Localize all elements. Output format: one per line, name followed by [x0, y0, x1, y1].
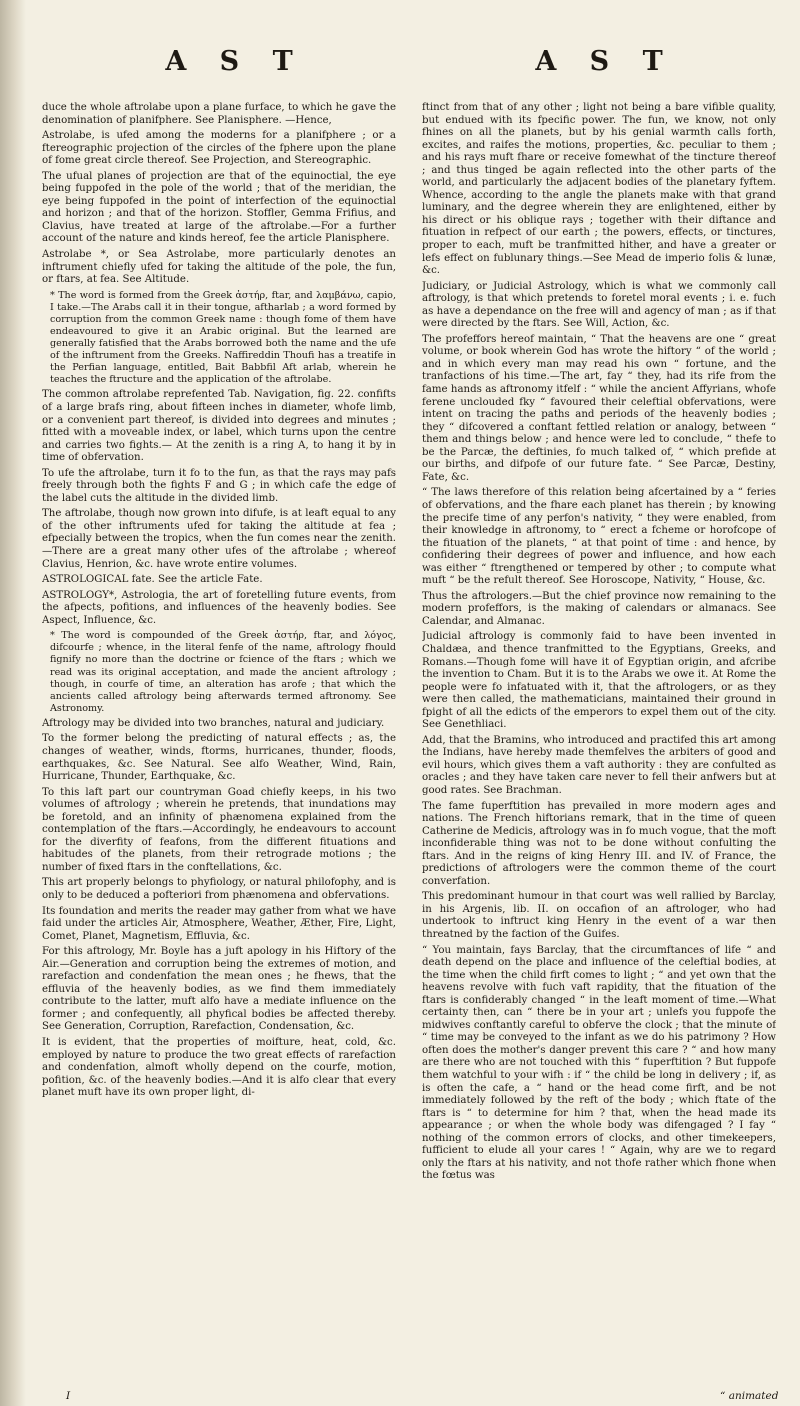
- paragraph: Astrolabe *, or Sea Astrolabe, more particularly denotes an inftrument chiefly ufed for taking the altitude of the pole, the fun, or ftars, at fea. See Altitude.: [42, 249, 396, 286]
- paragraph: ftinct from that of any other ; light not being a bare vifible quality, but endued with its fpecific power. The fun, we know, not only fhines on all the planets, but by his genial warmth calls forth, excites, and raifes the motions, properties, &c. peculiar to them ; and his rays muft fhare or receive fomewhat of the tincture thereof ; and thus tinged be again reflected into the other parts of the world, and particularly the adjacent bodies of the planetary fyftem. Whence, according to the angle the planets make with that grand luminary, and the degree wherein they are enlightened, either by his direct or his oblique rays ; together with their diftance and fituation in refpect of our earth ; the powers, effects, or tinctures, proper to each, muft be tranfmitted hither, and have a greater or lefs effect on fublunary things.—See Mead de imperio folis & lunæ, &c.: [422, 102, 776, 277]
- running-head-right: A S T: [535, 46, 675, 77]
- paragraph: It is evident, that the properties of moifture, heat, cold, &c. employed by nature to produce the two great effects of rarefaction and condenfation, almoft wholly depend on the courfe, motion, pofition, &c. of the heavenly bodies.—And it is alfo clear that every planet muft have its own proper light, di-: [42, 1037, 396, 1099]
- paragraph: Judicial aftrology is commonly faid to have been invented in Chaldæa, and thence tranfmitted to the Egyptians, Greeks, and Romans.—Though fome will have it of Egyptian origin, and afcribe the invention to Cham. But it is to the Arabs we owe it. At Rome the people were fo infatuated with it, that the aftrologers, or as they were then called, the mathematicians, maintained their ground in fpight of all the edicts of the emperors to expel them out of the city. See Genethliaci.: [422, 631, 776, 731]
- paragraph: This predominant humour in that court was well rallied by Barclay, in his Argenis, lib. II. on occafion of an aftrologer, who had undertook to inftruct king Henry in the event of a war then threatned by the faction of the Guifes.: [422, 891, 776, 940]
- paragraph: Thus the aftrologers.—But the chief province now remaining to the modern profeffors, is the making of calendars or almanacs. See Calendar, and Almanac.: [422, 590, 776, 627]
- paragraph: To this laft part our countryman Goad chiefly keeps, in his two volumes of aftrology ; wherein he pretends, that inundations may be foretold, and an infinity of phænomena explained from the contemplation of the ftars.—Accordingly, he endeavours to account for the diverfity of feafons, from the different fituations and habitudes of the planets, from their retrograde motions ; the number of fixed ftars in the conftellations, &c.: [42, 786, 396, 873]
- paragraph: The profeffors hereof maintain, “ That the heavens are one “ great volume, or book wherein God has wrote the hiftory “ of the world ; and in which every man may read his own “ fortune, and the tranfactions of his time.—The art, fay “ they, had its rife from the fame hands as aftronomy itfelf : “ while the ancient Affyrians, whofe ferene unclouded fky “ favoured their celeftial obfervations, were intent on tracing the paths and periods of the heavenly bodies ; they “ difcovered a conftant fettled relation or analogy, between “ them and things below ; and hence were led to conclude, “ thefe to be the Parcæ, the deftinies, fo much talked of, “ which prefide at our births, and difpofe of our future fate. “ See Parcæ, Destiny, Fate, &c.: [422, 333, 776, 483]
- paragraph: ASTROLOGICAL fate. See the article Fate.: [42, 574, 263, 586]
- paragraph: The aftrolabe, though now grown into difufe, is at leaft equal to any of the other inftruments ufed for taking the altitude at fea ; efpecially between the tropics, when the fun comes near the zenith.—There are a great many other ufes of the aftrolabe ; whereof Clavius, Henrion, &c. have wrote entire volumes.: [42, 508, 396, 570]
- paragraph: Aftrology may be divided into two branches, natural and judiciary.: [42, 717, 385, 729]
- running-head-left: A S T: [165, 46, 305, 77]
- right-column: [422, 102, 776, 1392]
- paragraph: The common aftrolabe reprefented Tab. Navigation, fig. 22. confifts of a large brafs ring, about fifteen inches in diameter, whofe limb, or a convenient part thereof, is divided into degrees and minutes ; fitted with a moveable index, or label, which turns upon the centre and carries two fights.— At the zenith is a ring A, to hang it by in time of obfervation.: [42, 389, 396, 464]
- paragraph: Judiciary, or Judicial Astrology, which is what we commonly call aftrology, is that which pretends to foretel moral events ; i. e. fuch as have a dependance on the free will and agency of man ; as if that were directed by the ftars. See Will, Action, &c.: [422, 280, 776, 330]
- footnote-paragraph: * The word is compounded of the Greek ἀστήρ, ftar, and λόγος, difcourfe ; whence, in the literal fenfe of the name, aftrology fhould fignify no more than the doctrine or fcience of the ftars ; which we read was its original acceptation, and made the ancient aftrology ; though, in courfe of time, an alteration has arofe ; that which the ancients called aftrology being afterwards termed aftronomy. See Astronomy.: [50, 630, 396, 714]
- paragraph: To the former belong the predicting of natural effects ; as, the changes of weather, winds, ftorms, hurricanes, thunder, floods, earthquakes, &c. See Natural. See alfo Weather, Wind, Rain, Hurricane, Thunder, Earthquake, &c.: [42, 733, 396, 783]
- page-binding-shadow: [0, 0, 26, 1406]
- paragraph: For this aftrology, Mr. Boyle has a juft apology in his Hiftory of the Air.—Generation and corruption being the extremes of motion, and rarefaction and condenfation the mean ones ; he fhews, that the effluvia of the heavenly bodies, as we find them immediately contribute to the latter, muft alfo have a mediate influence on the former ; and confequently, all phyfical bodies be affected thereby. See Generation, Corruption, Rarefaction, Condensation, &c.: [42, 946, 396, 1033]
- left-column: [42, 102, 396, 1392]
- paragraph: “ You maintain, fays Barclay, that the circumftances of life “ and death depend on the place and influence of the celeftial bodies, at the time when the child firft comes to light ; “ and yet own that the heavens revolve with fuch vaft rapidity, that the fituation of the ftars is confiderably changed “ in the leaft moment of time.—What certainty then, can “ there be in your art ; unlefs you fuppofe the midwives conftantly careful to obferve the clock ; that the minute of “ time may be conveyed to the infant as we do his patrimony ? How often does the mother's danger prevent this care ? “ and how many are there who are not touched with this “ fuperftition ? But fuppofe them watchful to your wifh : if “ the child be long in delivery ; if, as is often the cafe, a “ hand or the head come firft, and be not immediately followed by the reft of the body ; which ftate of the ftars is “ to determine for him ? that, when the head made its appearance ; or when the whole body was difengaged ? I fay “ nothing of the common errors of clocks, and other timekeepers, fufficient to elude all your cares ! “ Again, why are we to regard only the ftars at his nativity, and not thofe rather which fhone when the fœtus was: [422, 944, 776, 1182]
- paragraph: To ufe the aftrolabe, turn it fo to the fun, as that the rays may pafs freely through both the fights F and G ; in which cafe the edge of the label cuts the altitude in the divided limb.: [42, 467, 396, 504]
- paragraph: ASTROLOGY*, Astrologia, the art of foretelling future events, from the afpects, pofitions, and influences of the heavenly bodies. See Aspect, Influence, &c.: [42, 589, 396, 626]
- footnote-paragraph: * The word is formed from the Greek ἀστήρ, ftar, and λαμβάνω, capio, I take.—The Arabs call it in their tongue, aftharlab ; a word formed by corruption from the common Greek name : though fome of them have endeavoured to give it an Arabic original. But the learned are generally fatisfied that the Arabs borrowed both the name and the ufe of the inftrument from the Greeks. Naffireddin Thoufi has a treatife in the Perfian language, entitled, Bait Babbfil Aft arlab, wherein he teaches the ftructure and the application of the aftrolabe.: [50, 289, 396, 386]
- paragraph: Add, that the Bramins, who introduced and practifed this art among the Indians, have hereby made themfelves the arbiters of good and evil hours, which gives them a vaft authority : they are confulted as oracles ; and they have taken care never to fell their anfwers but at good rates. See Brachman.: [422, 734, 776, 796]
- catchword-left: I: [66, 1390, 71, 1402]
- paragraph: duce the whole aftrolabe upon a plane furface, to which he gave the denomination of planifphere. See Planisphere. —Hence,: [42, 102, 396, 126]
- catchword-right: “ animated: [720, 1390, 779, 1402]
- paragraph: Its foundation and merits the reader may gather from what we have faid under the articles Air, Atmosphere, Weather, Æther, Fire, Light, Comet, Planet, Magnetism, Effluvia, &c.: [42, 905, 396, 942]
- paragraph: This art properly belongs to phyfiology, or natural philofophy, and is only to be deduced a pofteriori from phænomena and obfervations.: [42, 877, 396, 902]
- paragraph: “ The laws therefore of this relation being afcertained by a “ feries of obfervations, and the fhare each planet has therein ; by knowing the precife time of any perfon's nativity, “ they were enabled, from their knowledge in aftronomy, to “ erect a fcheme or horofcope of the fituation of the planets, “ at that point of time : and hence, by confidering their degrees of power and influence, and how each was either “ ftrengthened or tempered by other ; to compute what muft “ be the refult thereof. See Horoscope, Nativity, “ House, &c.: [422, 487, 776, 587]
- paragraph: Astrolabe, is ufed among the moderns for a planifphere ; or a ftereographic projection of the circles of the fphere upon the plane of fome great circle thereof. See Projection, and Stereographic.: [42, 130, 396, 167]
- paragraph: The ufual planes of projection are that of the equinoctial, the eye being fuppofed in the pole of the world ; that of the meridian, the eye being fuppofed in the point of interfection of the equinoctial and horizon ; and that of the horizon. Stoffler, Gemma Frifius, and Clavius, have treated at large of the aftrolabe.—For a further account of the nature and kinds hereof, fee the article Planisphere.: [42, 170, 396, 245]
- paragraph: The fame fuperftition has prevailed in more modern ages and nations. The French hiftorians remark, that in the time of queen Catherine de Medicis, aftrology was in fo much vogue, that the moft inconfiderable thing was not to be done without confulting the ftars. And in the reigns of king Henry III. and IV. of France, the predictions of aftrologers were the common theme of the court converfation.: [422, 800, 776, 887]
